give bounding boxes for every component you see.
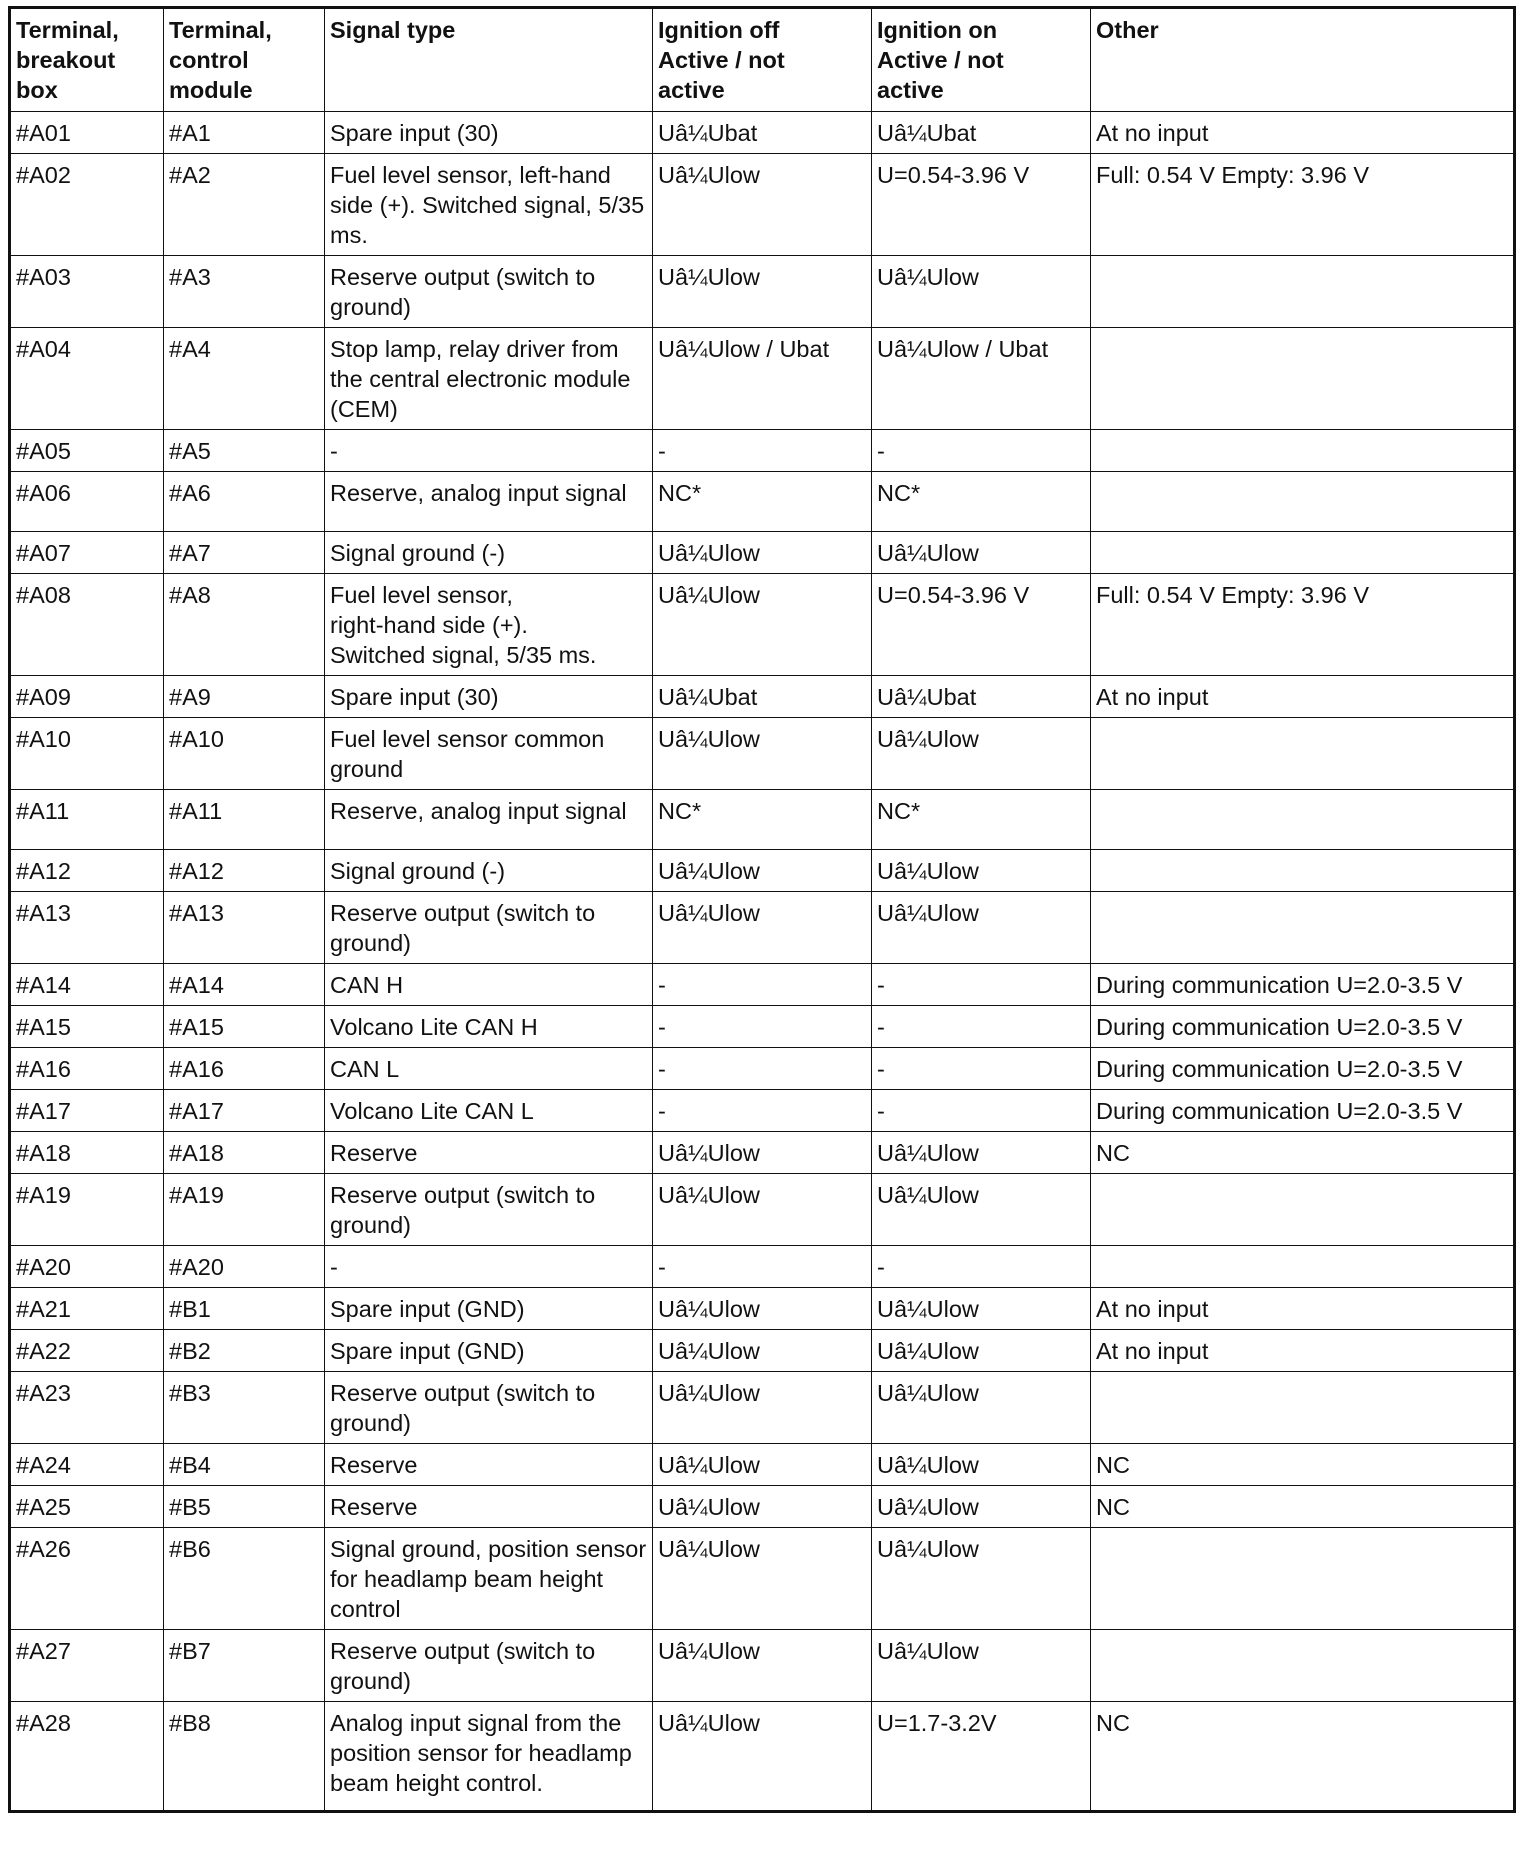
cell-ignition-on: Uâ¼Ulow — [872, 1330, 1091, 1372]
cell-signal-type: Reserve, analog input signal — [325, 472, 653, 532]
cell-ignition-off: Uâ¼Ulow — [653, 1372, 872, 1444]
cell-terminal-control-module: #A1 — [164, 112, 325, 154]
cell-signal-type: Reserve — [325, 1486, 653, 1528]
cell-terminal-breakout-box: #A16 — [10, 1048, 164, 1090]
table-row — [10, 472, 1515, 532]
cell-terminal-control-module: #A17 — [164, 1090, 325, 1132]
cell-ignition-on: Uâ¼Ulow — [872, 1132, 1091, 1174]
header-terminal-control-module: Terminal, control module — [164, 8, 325, 112]
cell-signal-type: Signal ground (-) — [325, 850, 653, 892]
cell-terminal-control-module: #A14 — [164, 964, 325, 1006]
header-ignition-off: Ignition off Active / not active — [653, 8, 872, 112]
cell-other: During communication U=2.0-3.5 V — [1091, 1090, 1515, 1132]
cell-other — [1091, 1630, 1515, 1702]
cell-ignition-on: Uâ¼Ulow — [872, 1174, 1091, 1246]
header-ignition-on: Ignition on Active / not active — [872, 8, 1091, 112]
cell-terminal-breakout-box: #A04 — [10, 328, 164, 430]
table-row — [10, 1630, 1515, 1702]
cell-signal-type: Spare input (30) — [325, 112, 653, 154]
table-row — [10, 1174, 1515, 1246]
cell-terminal-control-module: #A8 — [164, 574, 325, 676]
cell-ignition-off: Uâ¼Ulow — [653, 256, 872, 328]
cell-other: At no input — [1091, 1288, 1515, 1330]
cell-ignition-off: Uâ¼Ulow — [653, 718, 872, 790]
table-row — [10, 532, 1515, 574]
cell-ignition-on: Uâ¼Ubat — [872, 112, 1091, 154]
table-row — [10, 574, 1515, 676]
cell-terminal-control-module: #A4 — [164, 328, 325, 430]
cell-ignition-on: U=0.54-3.96 V — [872, 154, 1091, 256]
cell-terminal-breakout-box: #A10 — [10, 718, 164, 790]
cell-other — [1091, 1528, 1515, 1630]
cell-terminal-breakout-box: #A26 — [10, 1528, 164, 1630]
cell-signal-type: CAN H — [325, 964, 653, 1006]
cell-ignition-on: Uâ¼Ulow / Ubat — [872, 328, 1091, 430]
cell-ignition-off: Uâ¼Ulow — [653, 1132, 872, 1174]
cell-terminal-control-module: #A2 — [164, 154, 325, 256]
cell-ignition-off: Uâ¼Ulow — [653, 1528, 872, 1630]
cell-terminal-breakout-box: #A01 — [10, 112, 164, 154]
cell-signal-type: Signal ground, position sensor for headlamp beam height control — [325, 1528, 653, 1630]
cell-terminal-control-module: #A12 — [164, 850, 325, 892]
cell-terminal-control-module: #A18 — [164, 1132, 325, 1174]
cell-signal-type: Spare input (GND) — [325, 1330, 653, 1372]
cell-ignition-off: Uâ¼Ulow — [653, 574, 872, 676]
table-row — [10, 1006, 1515, 1048]
cell-other: At no input — [1091, 112, 1515, 154]
cell-signal-type: Spare input (30) — [325, 676, 653, 718]
cell-ignition-on: Uâ¼Ulow — [872, 1372, 1091, 1444]
cell-ignition-off: Uâ¼Ulow — [653, 532, 872, 574]
cell-ignition-off: Uâ¼Ulow — [653, 892, 872, 964]
cell-ignition-on: Uâ¼Ulow — [872, 532, 1091, 574]
cell-terminal-breakout-box: #A17 — [10, 1090, 164, 1132]
cell-ignition-on: Uâ¼Ulow — [872, 1288, 1091, 1330]
cell-other — [1091, 328, 1515, 430]
cell-signal-type: Reserve output (switch to ground) — [325, 1372, 653, 1444]
cell-ignition-off: - — [653, 1090, 872, 1132]
table-row — [10, 718, 1515, 790]
cell-other: At no input — [1091, 676, 1515, 718]
cell-terminal-breakout-box: #A07 — [10, 532, 164, 574]
table-row — [10, 1444, 1515, 1486]
cell-terminal-breakout-box: #A27 — [10, 1630, 164, 1702]
cell-other: NC — [1091, 1444, 1515, 1486]
cell-terminal-control-module: #A3 — [164, 256, 325, 328]
table-row — [10, 112, 1515, 154]
table-row — [10, 154, 1515, 256]
cell-ignition-on: NC* — [872, 790, 1091, 850]
cell-signal-type: Analog input signal from the position sensor for headlamp beam height control. — [325, 1702, 653, 1812]
cell-ignition-off: Uâ¼Ulow — [653, 1288, 872, 1330]
cell-ignition-off: Uâ¼Ulow — [653, 1444, 872, 1486]
cell-ignition-on: Uâ¼Ulow — [872, 850, 1091, 892]
table-row — [10, 892, 1515, 964]
header-terminal-breakout-box: Terminal, breakout box — [10, 8, 164, 112]
table-row — [10, 256, 1515, 328]
table-row — [10, 1702, 1515, 1812]
table-row — [10, 964, 1515, 1006]
header-other: Other — [1091, 8, 1515, 112]
cell-terminal-breakout-box: #A08 — [10, 574, 164, 676]
header-signal-type: Signal type — [325, 8, 653, 112]
table-header — [10, 8, 1515, 112]
cell-ignition-on: - — [872, 430, 1091, 472]
cell-terminal-control-module: #A6 — [164, 472, 325, 532]
cell-other: During communication U=2.0-3.5 V — [1091, 1006, 1515, 1048]
cell-terminal-breakout-box: #A25 — [10, 1486, 164, 1528]
cell-signal-type: Reserve output (switch to ground) — [325, 1630, 653, 1702]
cell-other — [1091, 430, 1515, 472]
cell-ignition-on: Uâ¼Ulow — [872, 1486, 1091, 1528]
cell-terminal-breakout-box: #A23 — [10, 1372, 164, 1444]
cell-terminal-control-module: #A15 — [164, 1006, 325, 1048]
cell-terminal-control-module: #B6 — [164, 1528, 325, 1630]
cell-ignition-on: - — [872, 1006, 1091, 1048]
table-row — [10, 1486, 1515, 1528]
cell-signal-type: Fuel level sensor, right-hand side (+). Switched signal, 5/35 ms. — [325, 574, 653, 676]
cell-ignition-on: Uâ¼Ulow — [872, 1444, 1091, 1486]
cell-signal-type: Fuel level sensor, left-hand side (+). Switched signal, 5/35 ms. — [325, 154, 653, 256]
cell-terminal-breakout-box: #A13 — [10, 892, 164, 964]
pinout-table — [8, 6, 1516, 1813]
cell-terminal-breakout-box: #A24 — [10, 1444, 164, 1486]
cell-signal-type: Reserve output (switch to ground) — [325, 892, 653, 964]
cell-signal-type: CAN L — [325, 1048, 653, 1090]
cell-terminal-breakout-box: #A15 — [10, 1006, 164, 1048]
cell-ignition-on: - — [872, 1090, 1091, 1132]
cell-other — [1091, 532, 1515, 574]
cell-terminal-breakout-box: #A21 — [10, 1288, 164, 1330]
table-row — [10, 850, 1515, 892]
cell-ignition-on: Uâ¼Ubat — [872, 676, 1091, 718]
cell-terminal-breakout-box: #A20 — [10, 1246, 164, 1288]
cell-ignition-off: - — [653, 430, 872, 472]
cell-signal-type: Reserve, analog input signal — [325, 790, 653, 850]
cell-ignition-on: Uâ¼Ulow — [872, 718, 1091, 790]
cell-other — [1091, 472, 1515, 532]
cell-terminal-control-module: #B5 — [164, 1486, 325, 1528]
cell-terminal-breakout-box: #A11 — [10, 790, 164, 850]
cell-terminal-breakout-box: #A03 — [10, 256, 164, 328]
cell-signal-type: Volcano Lite CAN H — [325, 1006, 653, 1048]
table-row — [10, 790, 1515, 850]
cell-terminal-breakout-box: #A09 — [10, 676, 164, 718]
cell-ignition-on: Uâ¼Ulow — [872, 892, 1091, 964]
cell-ignition-off: Uâ¼Ulow / Ubat — [653, 328, 872, 430]
cell-ignition-on: - — [872, 964, 1091, 1006]
cell-ignition-on: - — [872, 1048, 1091, 1090]
cell-other — [1091, 790, 1515, 850]
cell-ignition-off: - — [653, 1006, 872, 1048]
table-body — [10, 112, 1515, 1812]
cell-terminal-breakout-box: #A19 — [10, 1174, 164, 1246]
table-row — [10, 328, 1515, 430]
cell-signal-type: Reserve output (switch to ground) — [325, 1174, 653, 1246]
cell-other: During communication U=2.0-3.5 V — [1091, 1048, 1515, 1090]
cell-ignition-off: NC* — [653, 472, 872, 532]
cell-ignition-on: NC* — [872, 472, 1091, 532]
cell-terminal-control-module: #A11 — [164, 790, 325, 850]
cell-ignition-on: Uâ¼Ulow — [872, 1630, 1091, 1702]
cell-other — [1091, 850, 1515, 892]
cell-terminal-breakout-box: #A12 — [10, 850, 164, 892]
cell-terminal-control-module: #B1 — [164, 1288, 325, 1330]
cell-ignition-off: Uâ¼Ulow — [653, 1330, 872, 1372]
cell-other: NC — [1091, 1132, 1515, 1174]
cell-other: Full: 0.54 V Empty: 3.96 V — [1091, 574, 1515, 676]
cell-terminal-control-module: #A19 — [164, 1174, 325, 1246]
cell-ignition-on: Uâ¼Ulow — [872, 256, 1091, 328]
cell-other: At no input — [1091, 1330, 1515, 1372]
cell-ignition-off: - — [653, 1246, 872, 1288]
cell-terminal-breakout-box: #A06 — [10, 472, 164, 532]
pinout-document — [8, 6, 1513, 1813]
cell-terminal-control-module: #B7 — [164, 1630, 325, 1702]
cell-terminal-control-module: #B3 — [164, 1372, 325, 1444]
cell-other: NC — [1091, 1702, 1515, 1812]
cell-signal-type: Reserve — [325, 1132, 653, 1174]
header-row — [10, 8, 1515, 112]
table-row — [10, 676, 1515, 718]
cell-terminal-breakout-box: #A28 — [10, 1702, 164, 1812]
cell-terminal-breakout-box: #A22 — [10, 1330, 164, 1372]
cell-signal-type: - — [325, 430, 653, 472]
cell-terminal-control-module: #B4 — [164, 1444, 325, 1486]
cell-other — [1091, 1246, 1515, 1288]
cell-other — [1091, 718, 1515, 790]
cell-terminal-control-module: #A16 — [164, 1048, 325, 1090]
cell-ignition-off: Uâ¼Ulow — [653, 154, 872, 256]
cell-signal-type: Spare input (GND) — [325, 1288, 653, 1330]
cell-signal-type: Reserve output (switch to ground) — [325, 256, 653, 328]
cell-ignition-on: U=1.7-3.2V — [872, 1702, 1091, 1812]
table-row — [10, 430, 1515, 472]
cell-other — [1091, 256, 1515, 328]
cell-ignition-on: Uâ¼Ulow — [872, 1528, 1091, 1630]
cell-ignition-off: Uâ¼Ubat — [653, 112, 872, 154]
cell-other: NC — [1091, 1486, 1515, 1528]
cell-terminal-control-module: #B8 — [164, 1702, 325, 1812]
cell-signal-type: Reserve — [325, 1444, 653, 1486]
cell-ignition-off: Uâ¼Ulow — [653, 1702, 872, 1812]
table-row — [10, 1090, 1515, 1132]
cell-signal-type: Fuel level sensor common ground — [325, 718, 653, 790]
cell-ignition-off: - — [653, 1048, 872, 1090]
cell-ignition-on: - — [872, 1246, 1091, 1288]
cell-terminal-breakout-box: #A14 — [10, 964, 164, 1006]
cell-signal-type: Signal ground (-) — [325, 532, 653, 574]
cell-ignition-off: Uâ¼Ulow — [653, 850, 872, 892]
cell-ignition-off: Uâ¼Ulow — [653, 1630, 872, 1702]
cell-ignition-on: U=0.54-3.96 V — [872, 574, 1091, 676]
cell-other: During communication U=2.0-3.5 V — [1091, 964, 1515, 1006]
table-row — [10, 1288, 1515, 1330]
cell-terminal-control-module: #A10 — [164, 718, 325, 790]
table-row — [10, 1528, 1515, 1630]
cell-other — [1091, 1372, 1515, 1444]
cell-signal-type: - — [325, 1246, 653, 1288]
cell-terminal-control-module: #A7 — [164, 532, 325, 574]
cell-signal-type: Volcano Lite CAN L — [325, 1090, 653, 1132]
cell-other — [1091, 892, 1515, 964]
cell-ignition-off: Uâ¼Ubat — [653, 676, 872, 718]
cell-terminal-breakout-box: #A02 — [10, 154, 164, 256]
cell-other: Full: 0.54 V Empty: 3.96 V — [1091, 154, 1515, 256]
cell-terminal-control-module: #A9 — [164, 676, 325, 718]
cell-terminal-control-module: #A5 — [164, 430, 325, 472]
cell-terminal-breakout-box: #A18 — [10, 1132, 164, 1174]
cell-ignition-off: Uâ¼Ulow — [653, 1486, 872, 1528]
cell-terminal-control-module: #A13 — [164, 892, 325, 964]
cell-ignition-off: Uâ¼Ulow — [653, 1174, 872, 1246]
cell-ignition-off: - — [653, 964, 872, 1006]
table-row — [10, 1246, 1515, 1288]
table-row — [10, 1330, 1515, 1372]
cell-signal-type: Stop lamp, relay driver from the central electronic module (CEM) — [325, 328, 653, 430]
table-row — [10, 1048, 1515, 1090]
cell-ignition-off: NC* — [653, 790, 872, 850]
cell-terminal-control-module: #B2 — [164, 1330, 325, 1372]
cell-terminal-breakout-box: #A05 — [10, 430, 164, 472]
table-row — [10, 1372, 1515, 1444]
table-row — [10, 1132, 1515, 1174]
cell-other — [1091, 1174, 1515, 1246]
cell-terminal-control-module: #A20 — [164, 1246, 325, 1288]
